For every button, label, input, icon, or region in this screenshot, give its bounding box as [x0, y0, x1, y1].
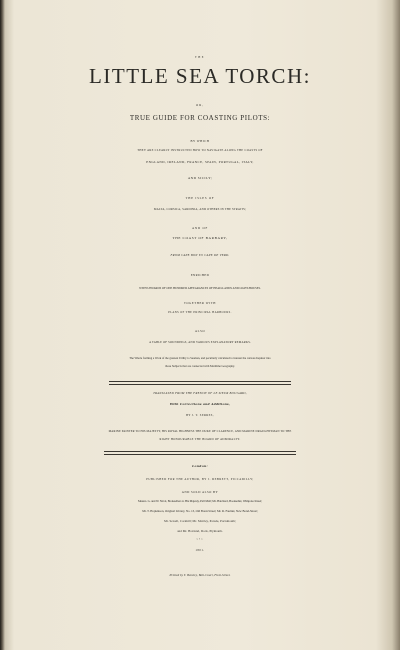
the-label: THE	[194, 55, 206, 59]
sellers-line-4: and Mr. Hoxland, Dock, Plymouth.	[177, 529, 223, 533]
or-label: OR,	[196, 103, 204, 107]
divider-lower	[104, 451, 296, 455]
whole-line-1: The Whole forming a Work of the greatest Utility to Seamen, and peculiarly calculated to interest the curious Inquirer into	[129, 356, 271, 360]
whole-line-2: those Subjects that are connected with Maritime Geography.	[165, 364, 235, 368]
marine-painter-line-2: RIGHT HONOURABLE THE BOARD OF ADMIRALTY.	[159, 437, 241, 441]
sellers-line-2: Mr. T. Hopkinson, Original Library, No. 13, Old Bond-Street; Mr. R. Faulder, New Bond-Street;	[142, 509, 258, 513]
countries-line-2: AND SICILY;	[187, 176, 213, 180]
marine-painter-line-1: MARINE PAINTER TO HIS MAJESTY, HIS ROYAL HIGHNESS THE DUKE OF CLARENCE, AND MARINE DRAUGHTSMAN TO THE	[108, 429, 292, 433]
translated-line: TRANSLATED FROM THE FRENCH OF LE SIEUR BOUGARD,	[153, 391, 247, 395]
sellers-line-1: Messrs. G. and W. Nicol, Booksellers to His Majesty, Pall Mall; Mr. Hatchard, Bookseller, Wimpole-Street;	[138, 499, 262, 503]
ornament-divider: ~•~	[196, 537, 204, 541]
enriched-label: ENRICHED	[190, 273, 210, 277]
upwards-line: WITH UPWARDS OF ONE HUNDRED APPEARANCES OF HEAD-LANDS AND LIGHT-HOUSES.	[139, 286, 261, 290]
author-line: BY J. T. SERRES,	[186, 413, 214, 417]
corrections-line: With Corrections and Additions,	[169, 402, 231, 406]
sellers-line-3: Mr. Sewell, Cornhill; Mr. Mottley, Parade, Portsmouth;	[164, 519, 236, 523]
published-line: PUBLISHED FOR THE AUTHOR, BY J. DEBRETT, PICCADILLY;	[146, 477, 254, 481]
subtitle: TRUE GUIDE FOR COASTING PILOTS:	[129, 114, 271, 122]
together-with-label: TOGETHER WITH	[183, 301, 217, 305]
title-page	[14, 0, 386, 650]
and-of-label: AND OF	[192, 226, 208, 230]
isles-line: MALTA, CORSICA, SARDINIA, AND OTHERS IN THE STRAITS;	[153, 207, 247, 211]
instruction-line: THEY ARE CLEARLY INSTRUCTED HOW TO NAVIGATE ALONG THE COASTS OF	[137, 148, 263, 152]
also-label: ALSO	[194, 329, 206, 333]
sold-by-label: AND SOLD ALSO BY	[181, 490, 219, 494]
isles-of-label: THE ISLES OF	[185, 196, 215, 200]
barbary-line: THE COAST OF BARBARY,	[172, 236, 228, 240]
plans-line: PLANS OF THE PRINCIPAL HARBOURS.	[168, 311, 232, 314]
main-title: LITTLE SEA TORCH:	[89, 64, 311, 88]
year-line: 1801.	[195, 548, 205, 552]
london-label: London:	[192, 464, 208, 468]
printer-line: Printed by T. Bensley, Bolt-Court, Fleet-Street.	[169, 573, 231, 577]
soundings-line: A TABLE OF SOUNDINGS, AND VARIOUS EXPLANATORY REMARKS.	[149, 340, 251, 344]
by-which-label: BY WHICH	[190, 139, 210, 143]
cape-line: FROM CAPE BON TO CAPE DE VERD.	[170, 253, 230, 257]
divider-upper	[109, 381, 291, 385]
countries-line-1: ENGLAND, IRELAND, FRANCE, SPAIN, PORTUGAL, ITALY,	[146, 160, 254, 164]
